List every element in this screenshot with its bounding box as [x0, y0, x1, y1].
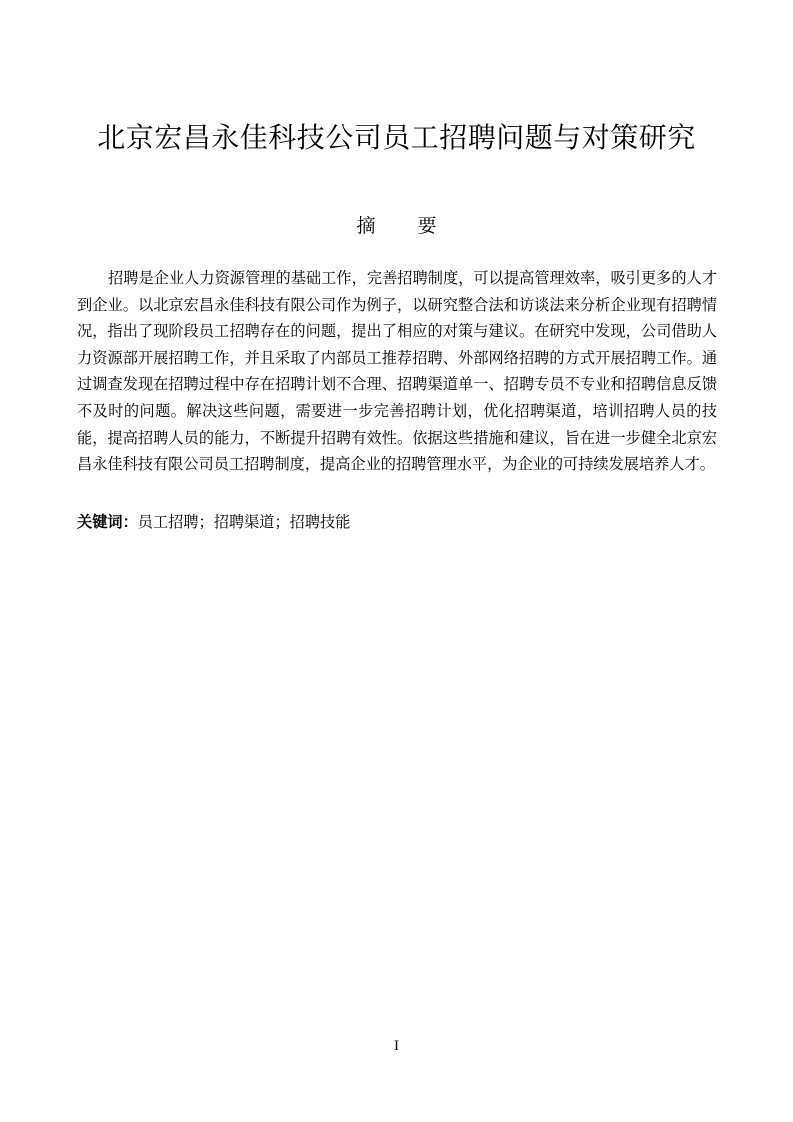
- abstract-body: 招聘是企业人力资源管理的基础工作，完善招聘制度，可以提高管理效率，吸引更多的人才到企业。以北京宏昌永佳科技有限公司作为例子，以研究整合法和访谈法来分析企业现有招聘情况，指出了现阶段员工招聘存在的问题，提出了相应的对策与建议。在研究中发现，公司借助人力资源部开展招聘工作，并且采取了内部员工推荐招聘、外部网络招聘的方式开展招聘工作。通过调查发现在招聘过程中存在招聘计划不合理、招聘渠道单一、招聘专员不专业和招聘信息反馈不及时的问题。解决这些问题，需要进一步完善招聘计划，优化招聘渠道，培训招聘人员的技能，提高招聘人员的能力，不断提升招聘有效性。依据这些措施和建议，旨在进一步健全北京宏昌永佳科技有限公司员工招聘制度，提高企业的招聘管理水平，为企业的可持续发展培养人才。: [77, 269, 717, 474]
- keywords-label: 关键词：: [77, 513, 138, 531]
- keywords-line: [77, 509, 717, 535]
- keywords-value: 员工招聘；招聘渠道；招聘技能: [137, 513, 351, 531]
- page-number: I: [394, 1038, 399, 1054]
- paper-title: 北京宏昌永佳科技公司员工招聘问题与对策研究: [97, 121, 696, 154]
- abstract-heading: 摘 要: [356, 215, 455, 237]
